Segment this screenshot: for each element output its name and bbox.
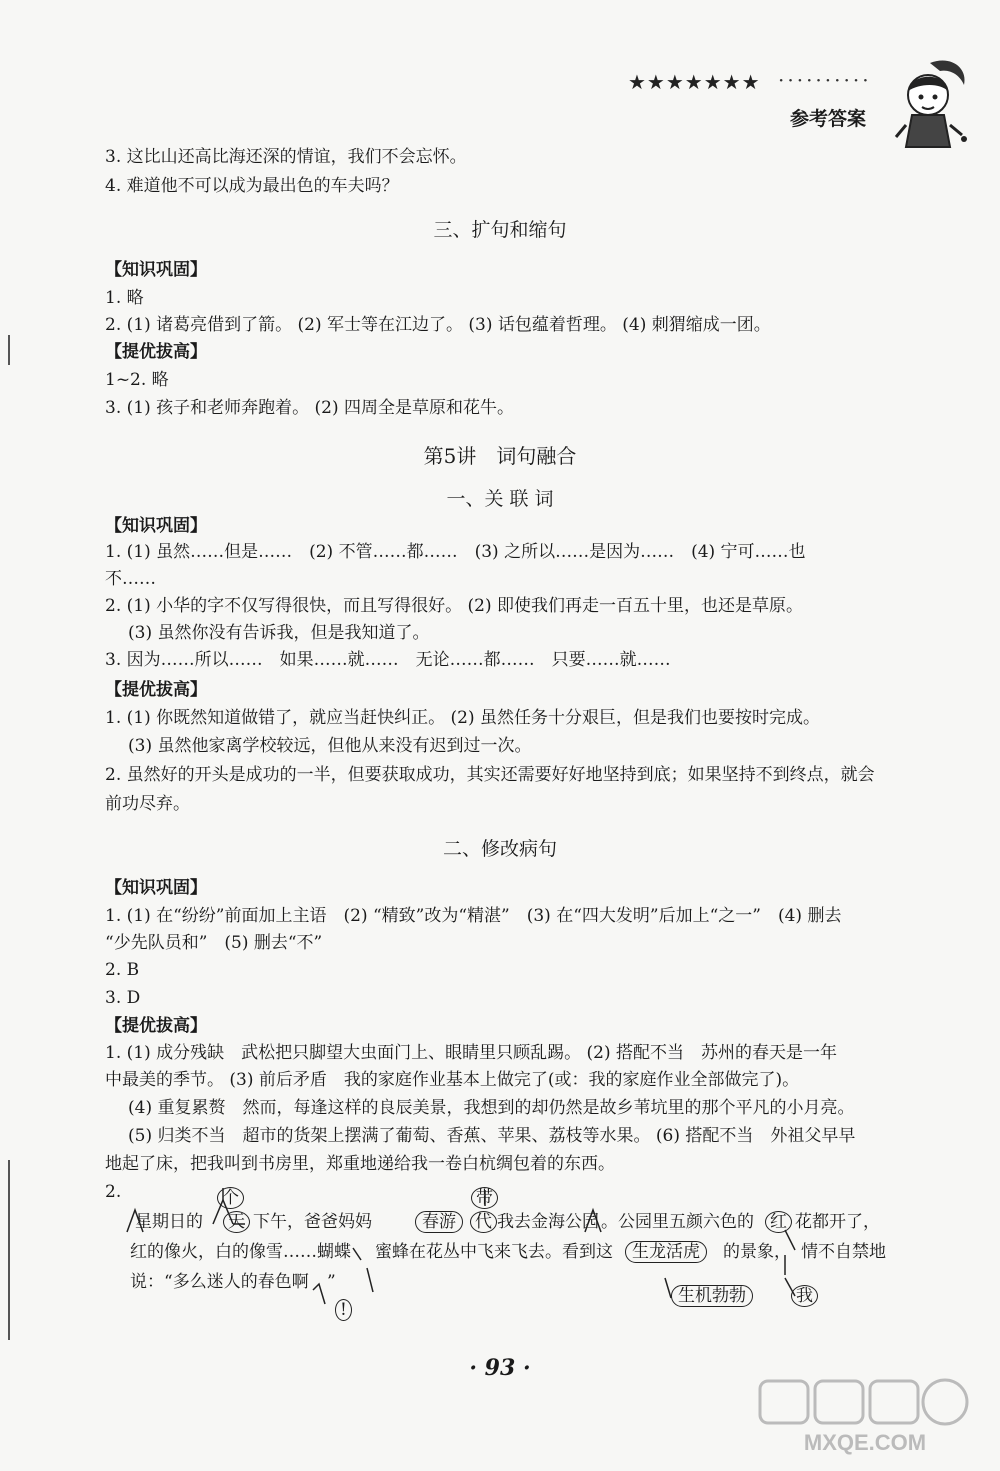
- diagram-text: 。公园里五颜六色的: [601, 1212, 754, 1232]
- diagram-text: 情不自禁地: [801, 1242, 886, 1262]
- correction-diagram: [105, 1180, 905, 1340]
- diagram-inserted-mark: [335, 1298, 352, 1322]
- answer-line: 2. (1) 诸葛亮借到了箭。 (2) 军士等在江边了。 (3) 话包蕴着哲理。 (4) 刺猬缩成一团。: [105, 315, 771, 335]
- section-heading: 三、扩句和缩句: [433, 219, 567, 241]
- answer-line: 4. 难道他不可以成为最出色的车夫吗？: [105, 176, 399, 196]
- answer-line: 不……: [105, 569, 156, 589]
- circled-word: 代: [470, 1211, 497, 1233]
- answer-line: 地起了床，把我叫到书房里，郑重地递给我一卷白杭绸包着的东西。: [105, 1154, 615, 1174]
- answer-line: 1. (1) 虽然……但是…… (2) 不管……都…… (3) 之所以……是因为…… (4) 宁可……也: [105, 542, 806, 562]
- diagram-inserted-word: [671, 1284, 753, 1308]
- answer-line: 1. (1) 你既然知道做错了，就应当赶快纠正。 (2) 虽然任务十分艰巨，但是我们也要按时完成。: [105, 708, 820, 728]
- header-stars: ★★★★★★★: [628, 70, 761, 94]
- answer-line: 2. 虽然好的开头是成功的一半，但要获取成功，其实还需要好好地坚持到底；如果坚持不到终点，就会: [105, 765, 875, 785]
- diagram-text: 下午，爸爸妈妈: [253, 1212, 372, 1232]
- answer-line: 1~2. 略: [105, 370, 169, 390]
- section-heading: 二、修改病句: [442, 838, 557, 860]
- answer-line: 2.: [105, 1182, 122, 1202]
- subsection-label: 【提优拔高】: [105, 1016, 207, 1036]
- subsection-label: 【知识巩固】: [105, 260, 207, 280]
- circled-word: 带: [471, 1187, 498, 1209]
- circled-word: 生机勃勃: [671, 1285, 753, 1307]
- answer-line: 中最美的季节。 (3) 前后矛盾 我的家庭作业基本上做完了(或：我的家庭作业全部做完了)。: [105, 1070, 800, 1090]
- lesson-heading: 第5讲 词句融合: [423, 444, 577, 468]
- header-title: 参考答案: [790, 108, 867, 130]
- diagram-inserted-word: [471, 1186, 498, 1210]
- subsection-label: 【提优拔高】: [105, 342, 207, 362]
- answer-line: 1. (1) 在“纷纷”前面加上主语 (2) “精致”改为“精湛” (3) 在“四大发明”后加上“之一” (4) 删去: [105, 906, 842, 926]
- diagram-text: 红的像火，白的像雪……蝴蝶: [130, 1242, 351, 1262]
- diagram-text: [470, 1210, 497, 1234]
- watermark-text: MXQE.COM: [803, 1430, 927, 1455]
- answer-line: 3. D: [105, 988, 141, 1008]
- header-dots: ··········: [778, 68, 872, 92]
- diagram-text: 星期日的: [135, 1212, 203, 1232]
- diagram-text: 我去金海公园: [497, 1212, 599, 1232]
- answer-line: (3) 虽然你没有告诉我，但是我知道了。: [128, 623, 430, 643]
- subsection-label: 【知识巩固】: [105, 878, 207, 898]
- answer-line: (4) 重复累赘 然而，每逢这样的良辰美景，我想到的却仍然是故乡苇坑里的那个平凡的小月亮。: [128, 1098, 855, 1118]
- margin-mark: [8, 335, 10, 365]
- circled-word: 天: [223, 1211, 250, 1233]
- watermark-logo-icon: [755, 1376, 975, 1456]
- answer-line: 1. 略: [105, 288, 144, 308]
- diagram-text: 说：“多么迷人的春色啊: [130, 1272, 309, 1292]
- circled-word: 红: [765, 1211, 792, 1233]
- circled-word: 春游: [415, 1211, 463, 1233]
- diagram-text: 花都开了，: [795, 1212, 880, 1232]
- answer-line: 3. (1) 孩子和老师奔跑着。 (2) 四周全是草原和花牛。: [105, 398, 514, 418]
- circled-word: !: [335, 1299, 352, 1321]
- circled-word: 生龙活虎: [625, 1241, 707, 1263]
- answer-line: 2. B: [105, 960, 140, 980]
- girl-mascot-icon: [890, 55, 970, 155]
- diagram-inserted-word: [217, 1186, 244, 1210]
- diagram-text: 的景象，: [723, 1242, 791, 1262]
- answer-line: (3) 虽然他家离学校较远，但他从来没有迟到过一次。: [128, 736, 532, 756]
- diagram-text: [625, 1240, 707, 1264]
- answer-line: 3. 这比山还高比海还深的情谊，我们不会忘怀。: [105, 147, 467, 167]
- circled-word: 个: [217, 1187, 244, 1209]
- diagram-deleted-word: [223, 1210, 250, 1234]
- answer-line: “少先队员和” (5) 删去“不”: [105, 933, 323, 953]
- diagram-text: 蜜蜂在花丛中飞来飞去。看到这: [375, 1242, 613, 1262]
- answer-line: 3. 因为……所以…… 如果……就…… 无论……都…… 只要……就……: [105, 650, 671, 670]
- answer-line: 2. (1) 小华的字不仅写得很快，而且写得很好。 (2) 即使我们再走一百五十里，也还是草原。: [105, 596, 803, 616]
- page-number: · 93 ·: [469, 1355, 531, 1381]
- diagram-text: [765, 1210, 792, 1234]
- answer-line: 1. (1) 成分残缺 武松把只脚望大虫面门上、眼睛里只顾乱踢。 (2) 搭配不当 苏州的春天是一年: [105, 1043, 837, 1063]
- circled-word: 我: [791, 1285, 818, 1307]
- subsection-label: 【提优拔高】: [105, 680, 207, 700]
- margin-mark: [8, 1160, 10, 1340]
- diagram-text: ”: [327, 1272, 336, 1292]
- section-heading: 一、关 联 词: [446, 488, 554, 510]
- diagram-text: [415, 1210, 463, 1234]
- answer-line: (5) 归类不当 超市的货架上摆满了葡萄、香蕉、苹果、荔枝等水果。 (6) 搭配不当 外祖父早早: [128, 1126, 856, 1146]
- subsection-label: 【知识巩固】: [105, 516, 207, 536]
- diagram-inserted-word: [791, 1284, 818, 1308]
- answer-line: 前功尽弃。: [105, 794, 190, 814]
